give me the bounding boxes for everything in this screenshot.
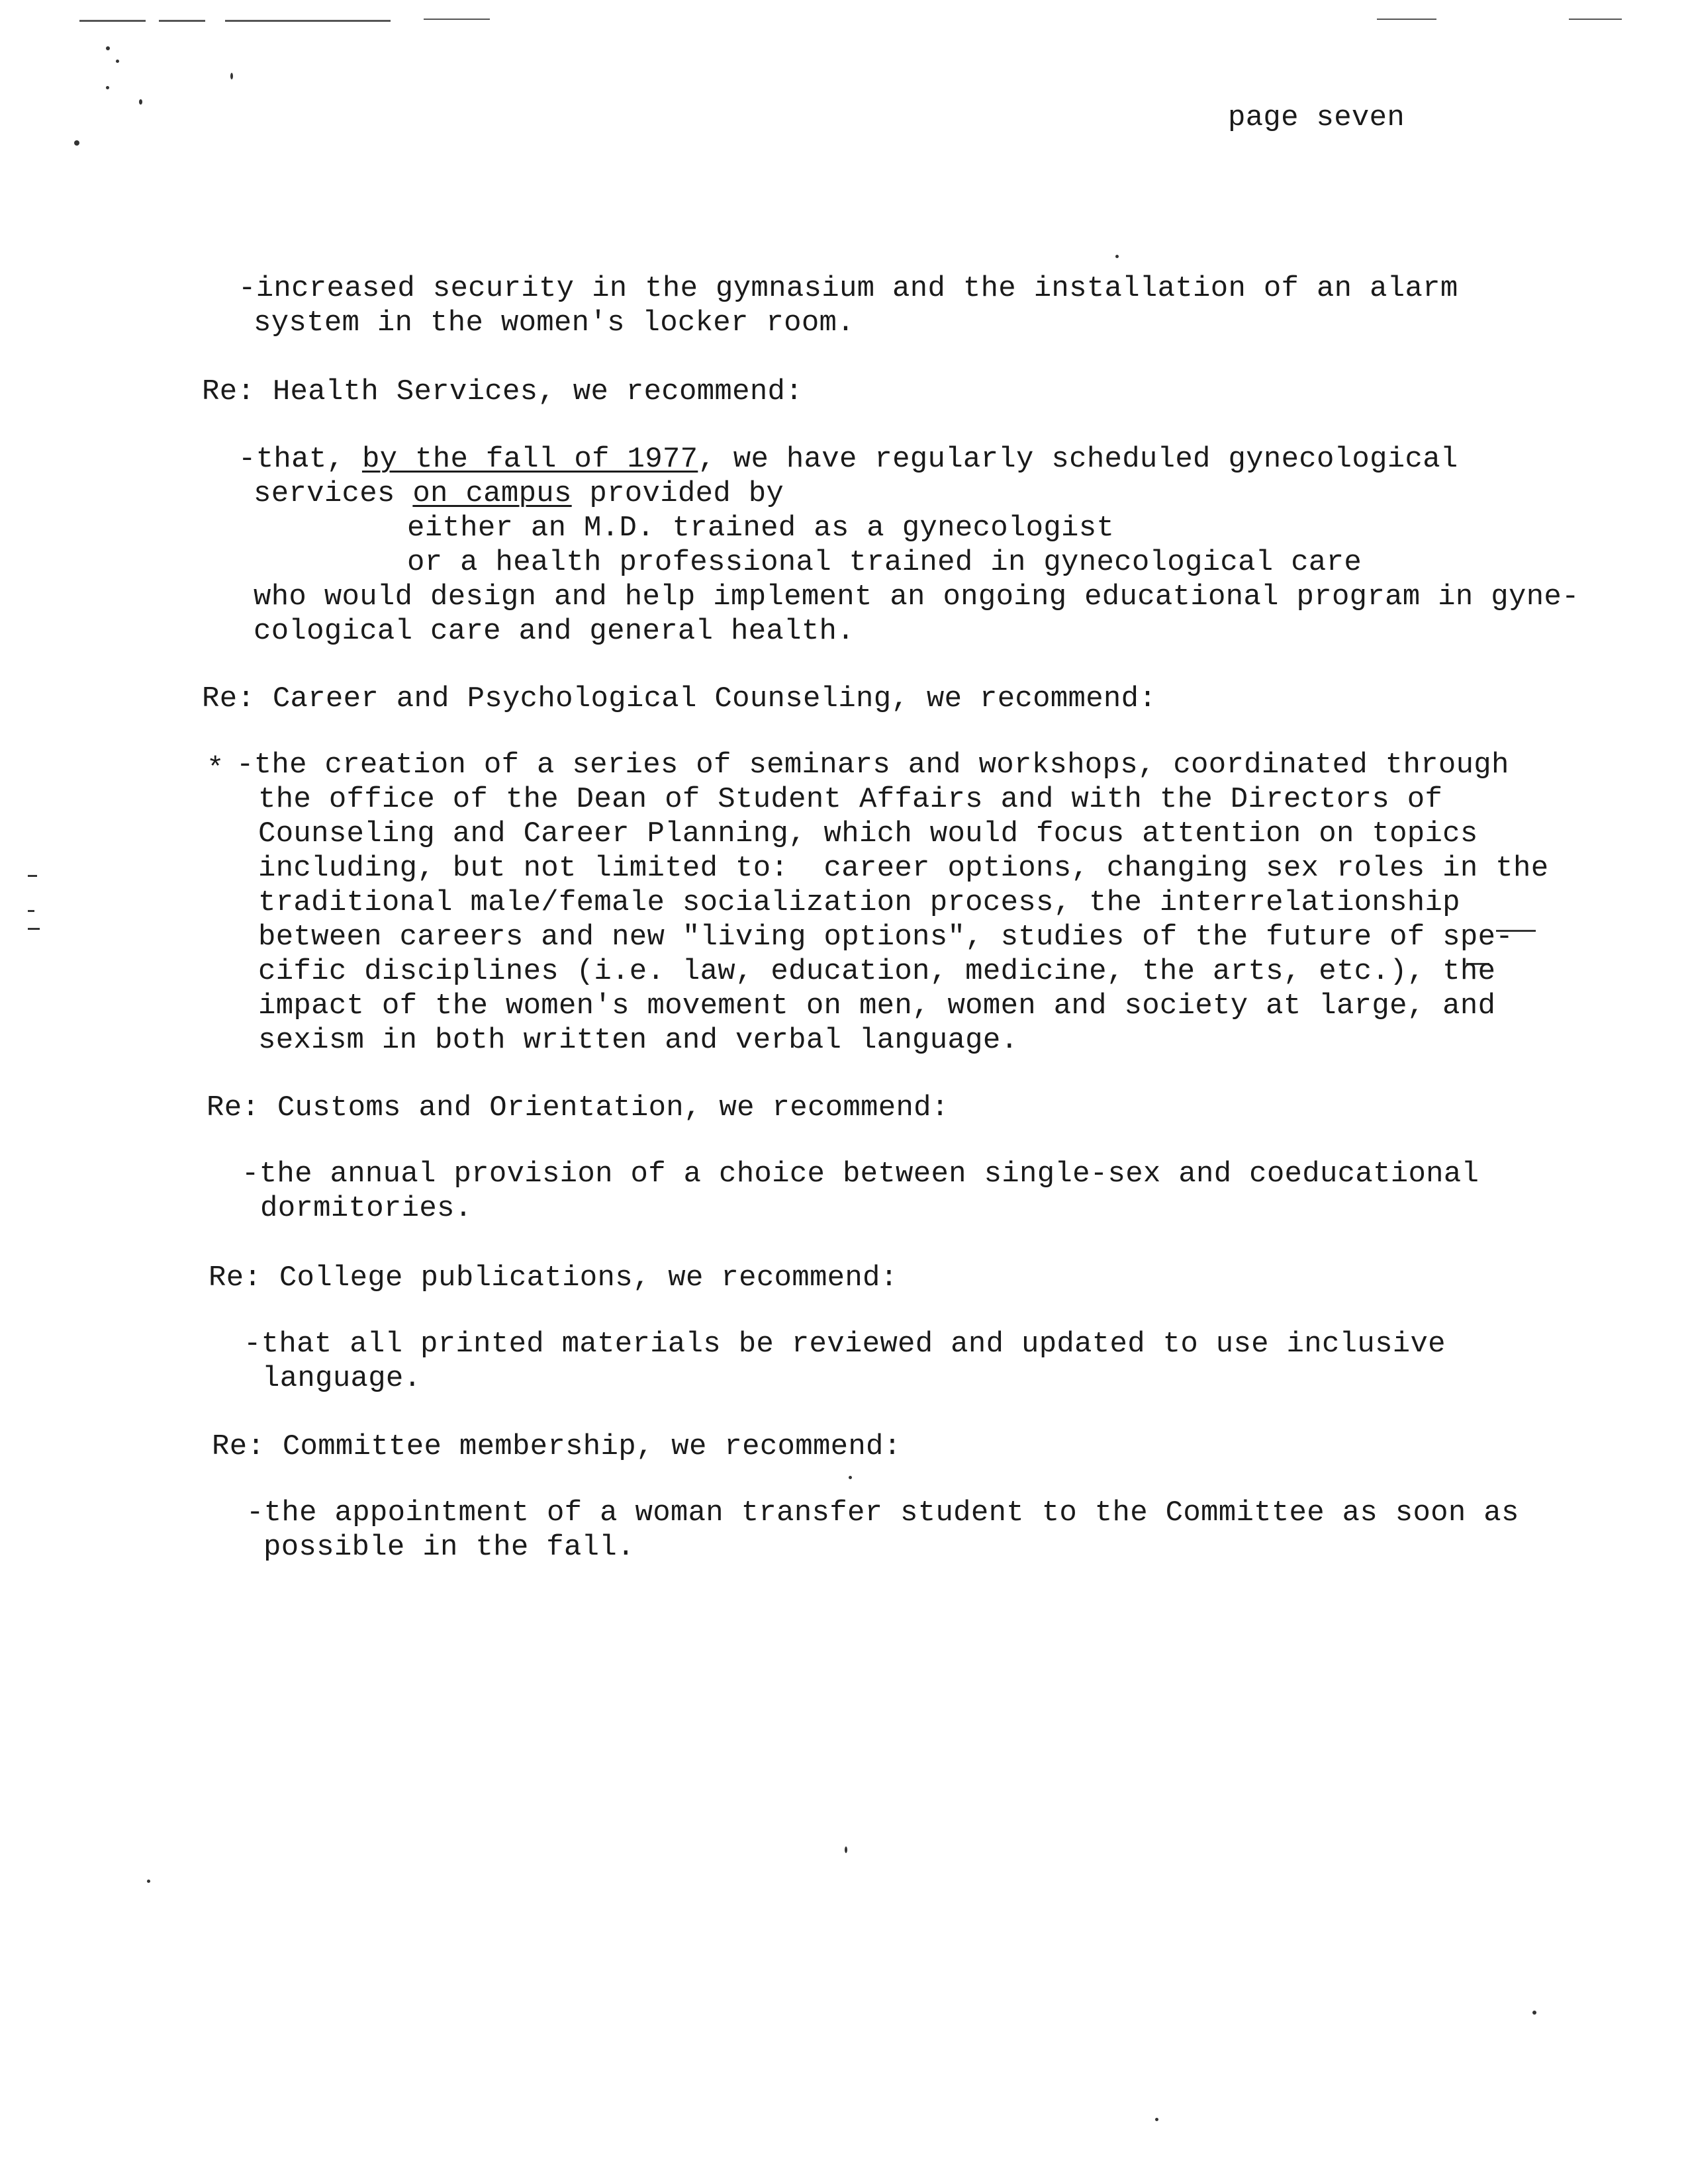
scan-speck	[1115, 255, 1119, 258]
scan-speck	[106, 86, 109, 89]
section-heading-committee: Re: Committee membership, we recommend:	[212, 1430, 902, 1463]
section-heading-health: Re: Health Services, we recommend:	[202, 375, 803, 408]
section-heading-customs: Re: Customs and Orientation, we recommend:	[207, 1091, 949, 1124]
body-line: sexism in both written and verbal language.	[258, 1024, 1019, 1057]
body-line: impact of the women's movement on men, women and society at large, and	[258, 989, 1496, 1023]
body-line: possible in the fall.	[263, 1531, 635, 1564]
body-line: language.	[262, 1362, 422, 1395]
scan-speck	[845, 1846, 847, 1853]
page-number: page seven	[1228, 101, 1405, 134]
scan-artifact	[1569, 19, 1622, 20]
scan-speck	[28, 910, 34, 912]
section-heading-career: Re: Career and Psychological Counseling, we recommend:	[202, 682, 1157, 715]
scan-speck	[28, 928, 40, 930]
body-line: Counseling and Career Planning, which would focus attention on topics	[258, 817, 1478, 850]
body-line: -that, by the fall of 1977, we have regularly scheduled gynecological	[238, 443, 1458, 476]
body-line: including, but not limited to: career options, changing sex roles in the	[258, 852, 1549, 885]
asterisk-marker: *	[207, 752, 224, 786]
scan-speck	[230, 73, 233, 79]
body-line: -that all printed materials be reviewed and updated to use inclusive	[244, 1328, 1446, 1361]
body-line: between careers and new "living options", studies of the future of spe-	[258, 921, 1514, 954]
scan-artifact	[79, 20, 146, 22]
scan-speck	[849, 1476, 852, 1479]
scan-speck	[1155, 2118, 1158, 2121]
body-line: either an M.D. trained as a gynecologist	[407, 512, 1115, 545]
body-line: the office of the Dean of Student Affairs and with the Directors of	[258, 783, 1443, 816]
section-heading-publications: Re: College publications, we recommend:	[209, 1261, 898, 1295]
body-line: cific disciplines (i.e. law, education, medicine, the arts, etc.), the	[258, 955, 1496, 988]
body-line: or a health professional trained in gynecological care	[407, 546, 1362, 579]
scan-speck	[116, 60, 119, 63]
scan-speck	[28, 875, 37, 877]
scan-speck	[106, 46, 110, 50]
body-line: cological care and general health.	[254, 615, 855, 648]
underlined-phrase: on campus	[412, 477, 572, 510]
body-line: system in the women's locker room.	[254, 306, 855, 340]
body-line: -the annual provision of a choice between single-sex and coeducational	[242, 1158, 1479, 1191]
body-line: -the appointment of a woman transfer student to the Committee as soon as	[246, 1496, 1519, 1529]
body-line: who would design and help implement an ongoing educational program in gyne-	[254, 580, 1579, 614]
scan-speck	[1532, 2011, 1536, 2015]
body-line: -increased security in the gymnasium and the installation of an alarm	[238, 272, 1458, 305]
scan-speck	[74, 140, 79, 146]
scan-artifact	[159, 20, 205, 22]
scan-speck	[147, 1880, 150, 1883]
body-line: services on campus provided by	[254, 477, 784, 510]
scan-artifact	[1377, 19, 1436, 20]
body-line: -the creation of a series of seminars and workshops, coordinated through	[236, 749, 1509, 782]
body-line: traditional male/female socialization process, the interrelationship	[258, 886, 1460, 919]
body-line: dormitories.	[260, 1192, 473, 1225]
underlined-date: by the fall of 1977	[361, 443, 698, 476]
scan-speck	[139, 99, 142, 105]
scan-artifact	[225, 20, 391, 22]
scan-artifact	[424, 19, 490, 20]
